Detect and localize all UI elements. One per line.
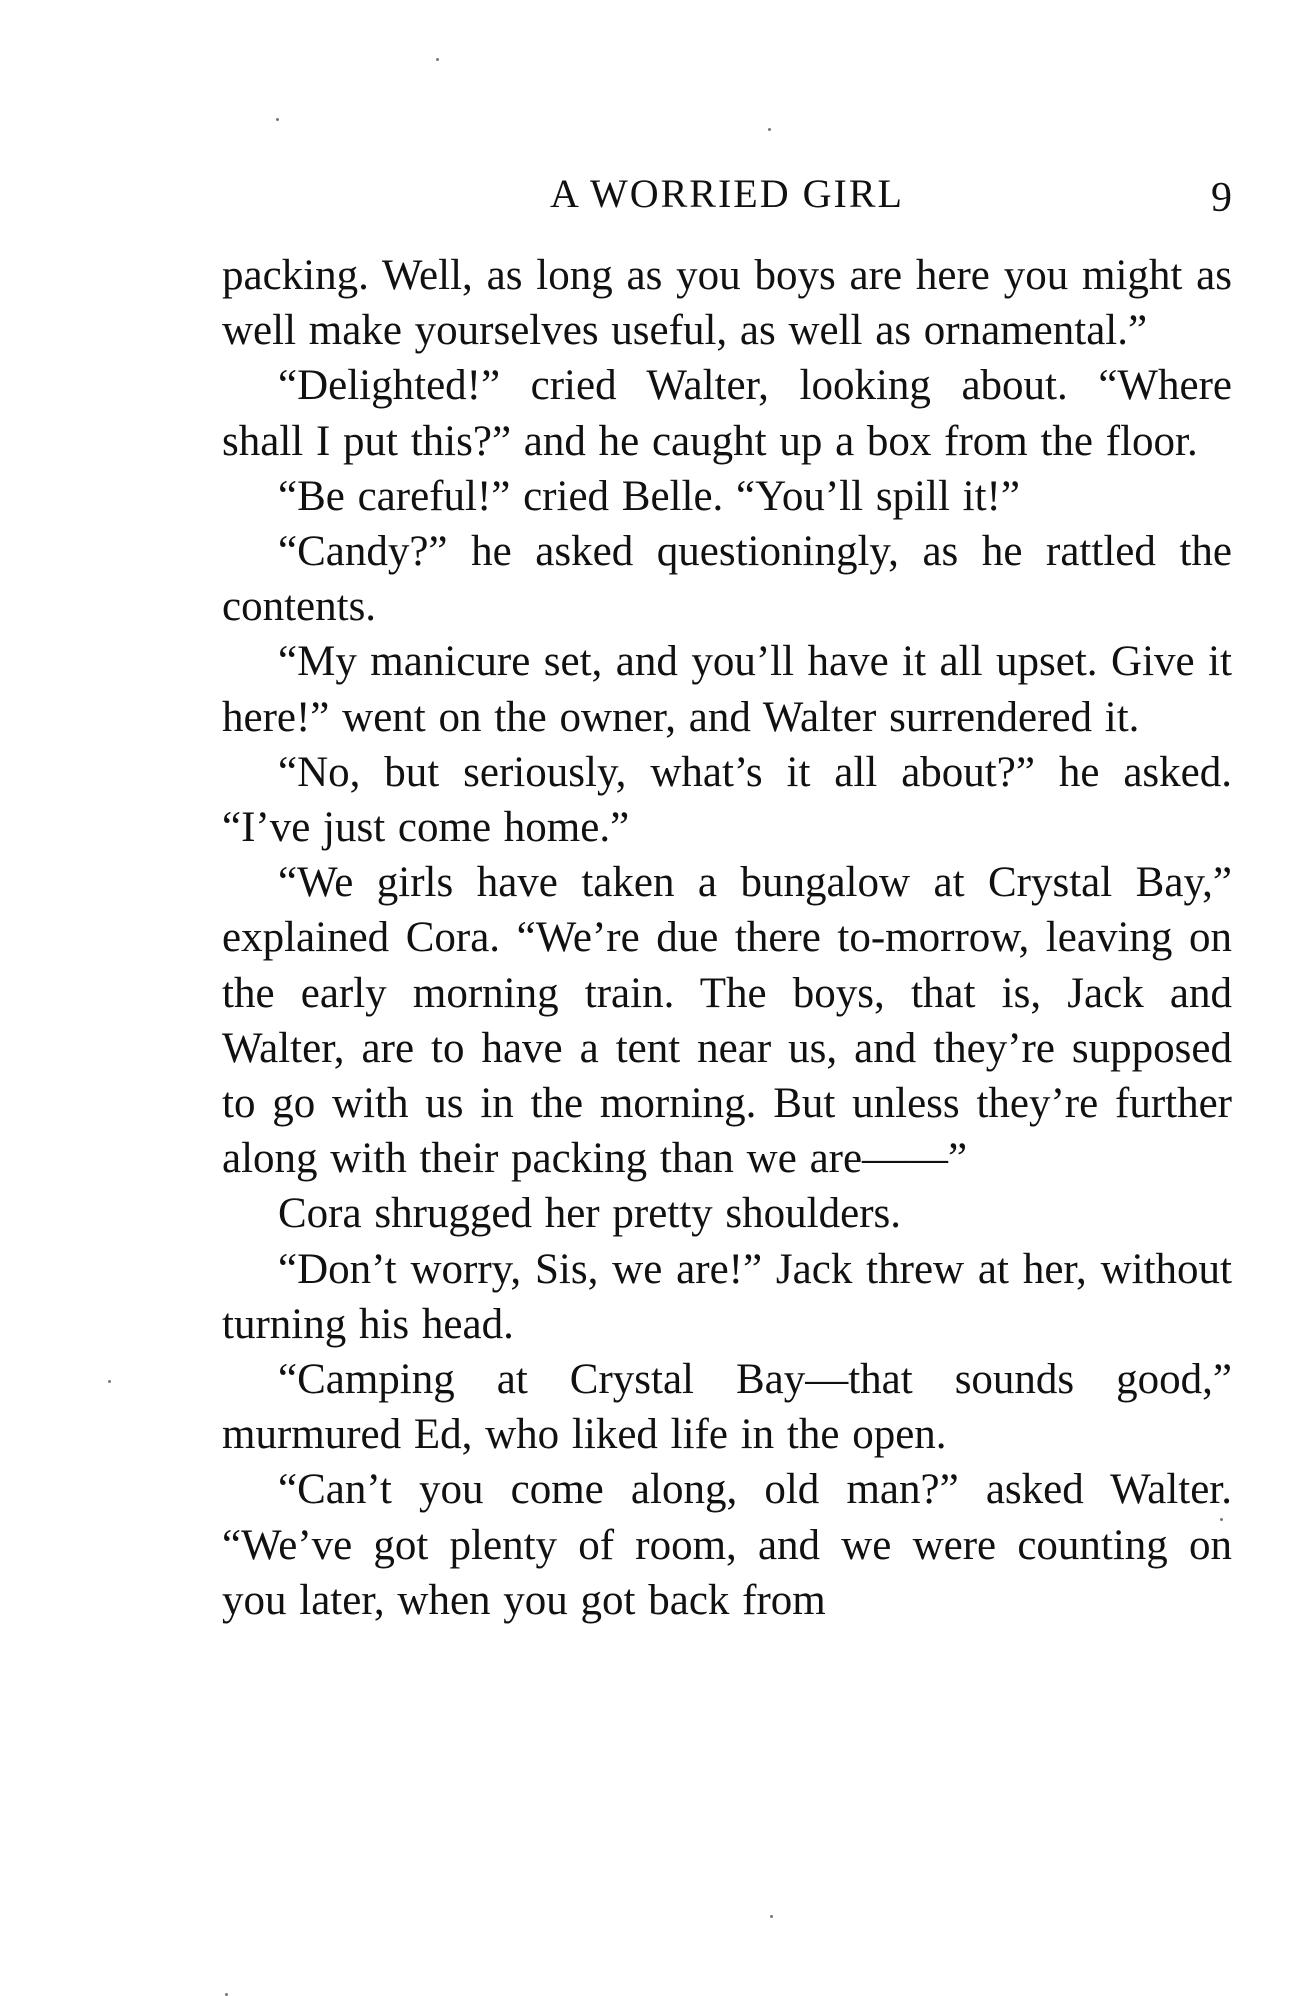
paragraph: Cora shrugged her pretty shoulders. bbox=[278, 1190, 901, 1238]
paragraph: “Be careful!” cried Belle. “You’ll spill it!” bbox=[278, 472, 1020, 520]
page-header bbox=[222, 166, 1232, 222]
paragraph: “We girls have taken a bungalow at Crystal Bay,” explained Cora. “We’re due there to-morrow, leaving on the early morning train. The boys, that is, Jack and Walter, are to have a tent near us, and they’re supposed to go with us in the morning. But unless they’re further along with their packing than we are——” bbox=[222, 859, 1232, 1183]
scan-speck bbox=[108, 1380, 111, 1383]
running-head-title: A WORRIED GIRL bbox=[550, 171, 904, 216]
paragraph: “Delighted!” cried Walter, looking about. “Where shall I put this?” and he caught up a box from the floor. bbox=[222, 362, 1232, 465]
paragraph: “My manicure set, and you’ll have it all upset. Give it here!” went on the owner, and Walter surrendered it. bbox=[222, 638, 1232, 741]
scan-speck bbox=[768, 128, 771, 131]
scan-speck bbox=[1220, 1518, 1223, 1521]
scan-speck bbox=[276, 118, 279, 121]
paragraph: “No, but seriously, what’s it all about?” he asked. “I’ve just come home.” bbox=[222, 748, 1232, 852]
paragraph: “Don’t worry, Sis, we are!” Jack threw at her, without turning his head. bbox=[222, 1245, 1232, 1348]
paragraph: “Camping at Crystal Bay—that sounds good,” murmured Ed, who liked life in the open. bbox=[222, 1356, 1232, 1459]
page-number: 9 bbox=[1211, 175, 1232, 221]
body-text bbox=[222, 248, 1232, 1628]
paragraph: “Can’t you come along, old man?” asked Walter. “We’ve got plenty of room, and we were counting on you later, when you got back from bbox=[222, 1466, 1232, 1624]
scan-speck bbox=[436, 58, 439, 61]
paragraph: packing. Well, as long as you boys are here you might as well make yourselves useful, as well as ornamental.” bbox=[222, 252, 1232, 355]
scan-speck bbox=[770, 1915, 773, 1918]
paragraph: “Candy?” he asked questioningly, as he rattled the contents. bbox=[222, 528, 1232, 631]
